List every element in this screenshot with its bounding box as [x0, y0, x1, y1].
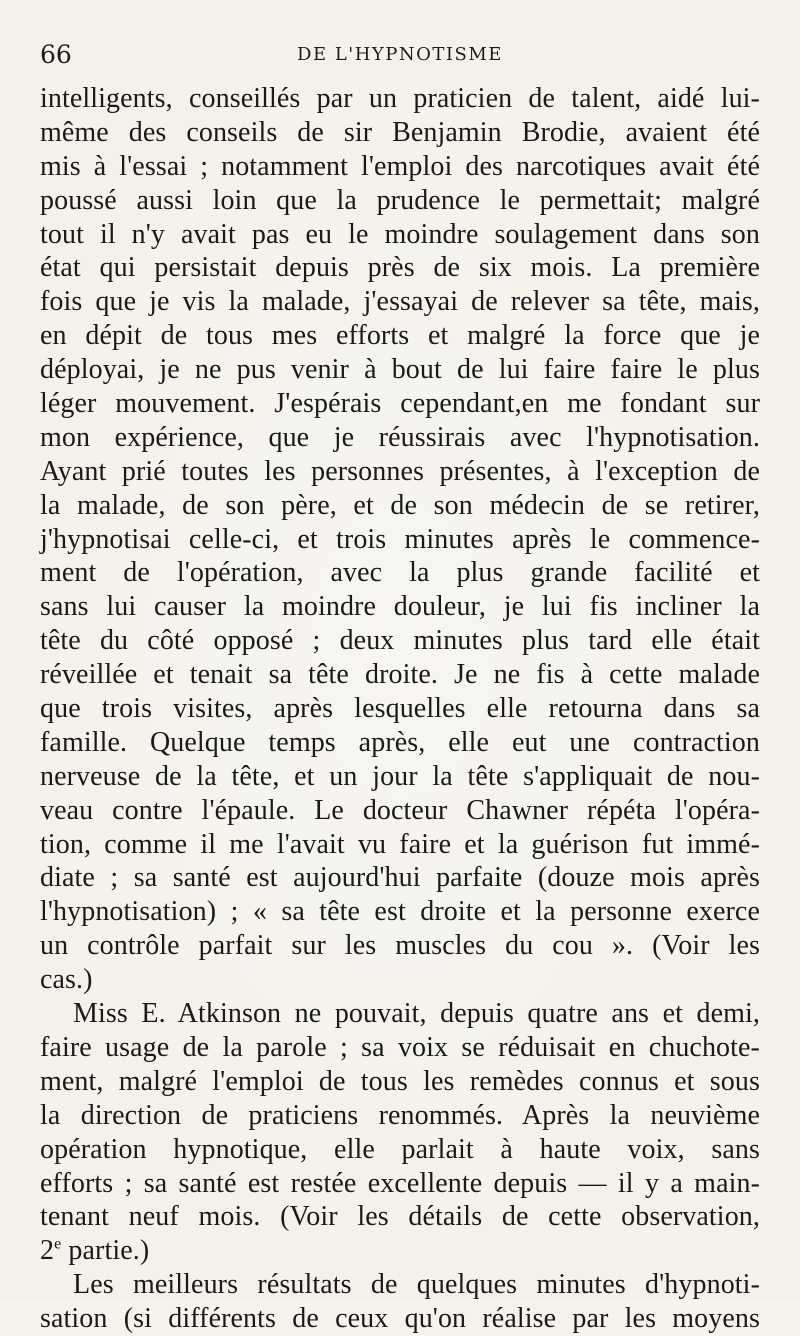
- text-line: ment de l'opération, avec la plus grande facilité et: [40, 557, 760, 589]
- text-line: mis à l'essai ; notamment l'emploi des narcotiques avait été: [40, 150, 760, 182]
- text-line-ordinal: [40, 1234, 760, 1268]
- text-line: ment, malgré l'emploi de tous les remèdes connus et sous: [40, 1065, 760, 1097]
- paragraph-start-line: Les meilleurs résultats de quelques minutes d'hypnoti-: [73, 1269, 760, 1301]
- ordinal-superscript: e: [54, 1235, 62, 1253]
- page-header: [40, 40, 760, 74]
- body-text: [40, 82, 760, 1336]
- text-line: tion, comme il me l'avait vu faire et la guérison fut immé-: [40, 828, 760, 860]
- text-line: l'hypnotisation) ; « sa tête est droite et la personne exerce: [40, 896, 760, 928]
- text-line: la direction de praticiens renommés. Après la neuvième: [40, 1099, 760, 1131]
- text-line: cas.): [40, 964, 93, 996]
- text-line: famille. Quelque temps après, elle eut une contraction: [40, 726, 760, 758]
- text-line: veau contre l'épaule. Le docteur Chawner répéta l'opéra-: [40, 794, 760, 826]
- text-line: sation (si différents de ceux qu'on réalise par les moyens: [40, 1303, 760, 1335]
- text-line: léger mouvement. J'espérais cependant,en me fondant sur: [40, 388, 760, 420]
- ordinal-number: 2: [40, 1235, 55, 1267]
- text-line: mon expérience, que je réussirais avec l'hypnotisation.: [40, 421, 760, 453]
- text-line: sans lui causer la moindre douleur, je lui fis incliner la: [40, 591, 760, 623]
- text-line: tout il n'y avait pas eu le moindre soulagement dans son: [40, 218, 760, 250]
- text-line: faire usage de la parole ; sa voix se réduisait en chuchote-: [40, 1031, 760, 1063]
- text-line: Ayant prié toutes les personnes présentes, à l'exception de: [40, 455, 760, 487]
- text-line: tenant neuf mois. (Voir les détails de cette observation,: [40, 1201, 760, 1233]
- text-line: fois que je vis la malade, j'essayai de relever sa tête, mais,: [40, 286, 760, 318]
- text-line: en dépit de tous mes efforts et malgré la force que je: [40, 320, 760, 352]
- text-line: même des conseils de sir Benjamin Brodie, avaient été: [40, 116, 760, 148]
- text-line: que trois visites, après lesquelles elle retourna dans sa: [40, 693, 760, 725]
- text-line: réveillée et tenait sa tête droite. Je ne fis à cette malade: [40, 659, 760, 691]
- text-line: la malade, de son père, et de son médecin de se retirer,: [40, 489, 760, 521]
- text-line: état qui persistait depuis près de six mois. La première: [40, 252, 760, 284]
- text-line: j'hypnotisai celle-ci, et trois minutes après le commence-: [40, 523, 760, 555]
- running-title: DE L'HYPNOTISME: [297, 44, 503, 65]
- text-line: partie.): [68, 1235, 150, 1267]
- text-line: un contrôle parfait sur les muscles du cou ». (Voir les: [40, 930, 760, 962]
- paragraph-start-line: Miss E. Atkinson ne pouvait, depuis quatre ans et demi,: [73, 998, 760, 1030]
- text-line: nerveuse de la tête, et un jour la tête s'appliquait de nou-: [40, 760, 760, 792]
- text-line: efforts ; sa santé est restée excellente depuis — il y a main-: [40, 1167, 760, 1199]
- text-line: tête du côté opposé ; deux minutes plus tard elle était: [40, 625, 760, 657]
- text-line: diate ; sa santé est aujourd'hui parfaite (douze mois après: [40, 862, 760, 894]
- text-line: intelligents, conseillés par un praticien de talent, aidé lui-: [40, 83, 760, 114]
- text-line: opération hypnotique, elle parlait à haute voix, sans: [40, 1133, 760, 1165]
- page-number: 66: [40, 40, 72, 69]
- text-line: poussé aussi loin que la prudence le permettait; malgré: [40, 184, 760, 216]
- text-line: déployai, je ne pus venir à bout de lui faire faire le plus: [40, 354, 760, 386]
